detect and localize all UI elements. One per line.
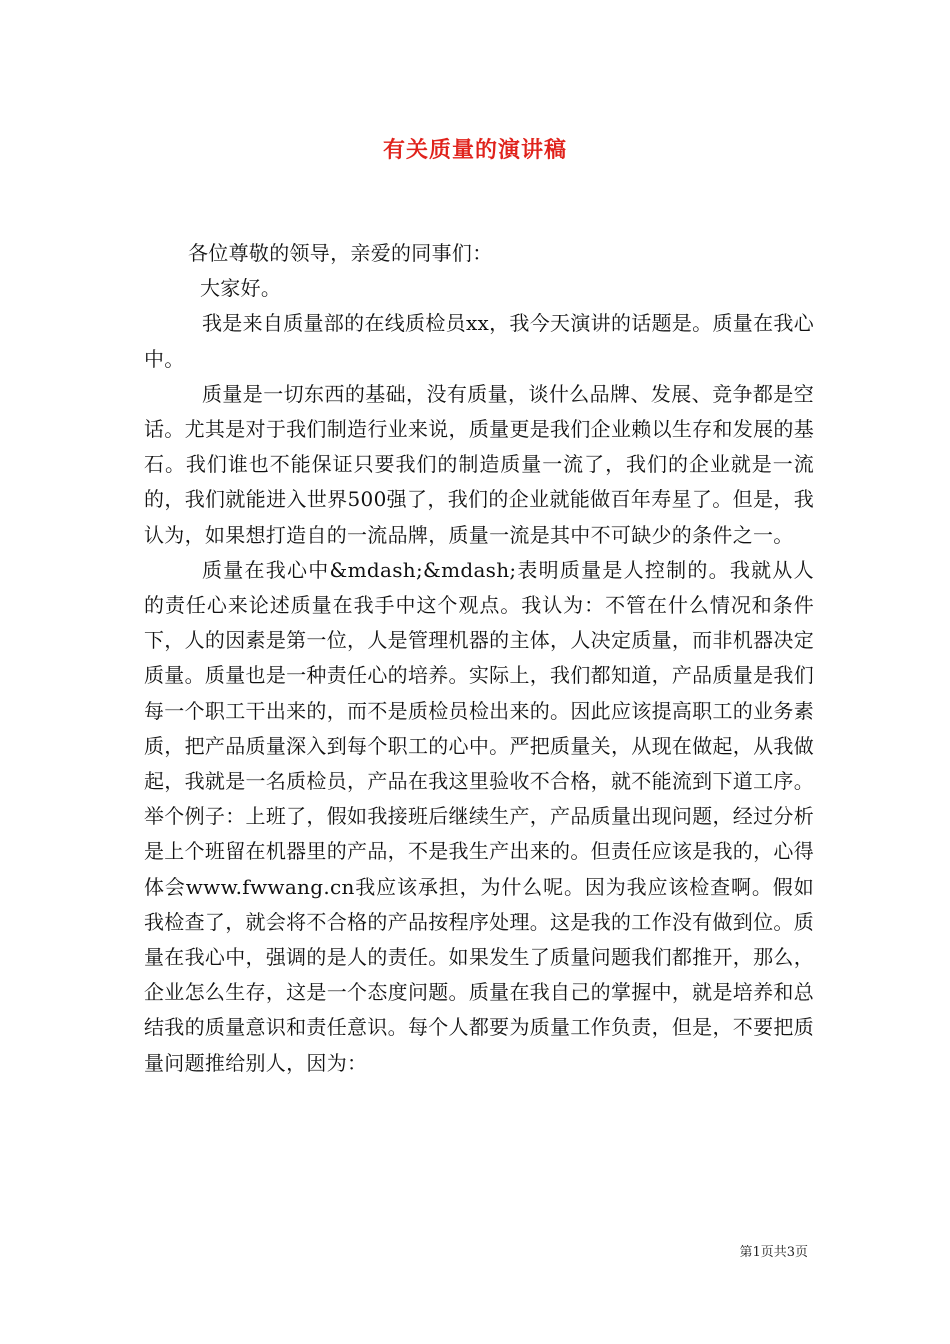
page-number-footer: 第1页共3页 — [739, 1245, 808, 1260]
page-title: 有关质量的演讲稿 — [382, 137, 567, 163]
greeting-paragraph: 各位尊敬的领导，亲爱的同事们： — [188, 241, 493, 265]
quality-responsibility-paragraph: 质量在我心中&mdash;&mdash;表明质量是人控制的。我就从人的责任心来论述质量在我手中这个观点。我认为：不管在什么情况和条件下，人的因素是第一位，人是管理机器的主体，人决定质量，而非机器决定质量。质量也是一种责任心的培养。实际上，我们都知道，产品质量是我们每一个职工干出来的，而不是质检员检出来的。因此应该提高职工的业务素质，把产品质量深入到每个职工的心中。严把质量关，从现在做起，从我做起，我就是一名质检员，产品在我这里验收不合格，就不能流到下道工序。举个例子：上班了，假如我接班后继续生产，产品质量出现问题，经过分析是上个班留在机器里的产品，不是我生产出来的。但责任应该是我的，心得体会www.fwwang.cn我应该承担，为什么呢。因为我应该检查啊。假如我检查了，就会将不合格的产品按程序处理。这是我的工作没有做到位。质量在我心中，强调的是人的责任。如果发生了质量问题我们都推开，那么，企业怎么生存，这是一个态度问题。质量在我自己的掌握中，就是培养和总结我的质量意识和责任意识。每个人都要为质量工作负责，但是，不要把质量问题推给别人，因为： — [144, 557, 814, 1075]
hello-paragraph: 大家好。 — [200, 276, 282, 301]
quality-foundation-paragraph: 质量是一切东西的基础，没有质量，谈什么品牌、发展、竞争都是空话。尤其是对于我们制造行业来说，质量更是我们企业赖以生存和发展的基石。我们谁也不能保证只要我们的制造质量一流了，我们的企业就是一流的，我们就能进入世界500强了，我们的企业就能做百年寿星了。但是，我认为，如果想打造自的一流品牌，质量一流是其中不可缺少的条件之一。 — [144, 381, 814, 547]
intro-paragraph: 我是来自质量部的在线质检员xx，我今天演讲的话题是。质量在我心中。 — [144, 311, 814, 371]
document-body — [144, 236, 814, 1081]
